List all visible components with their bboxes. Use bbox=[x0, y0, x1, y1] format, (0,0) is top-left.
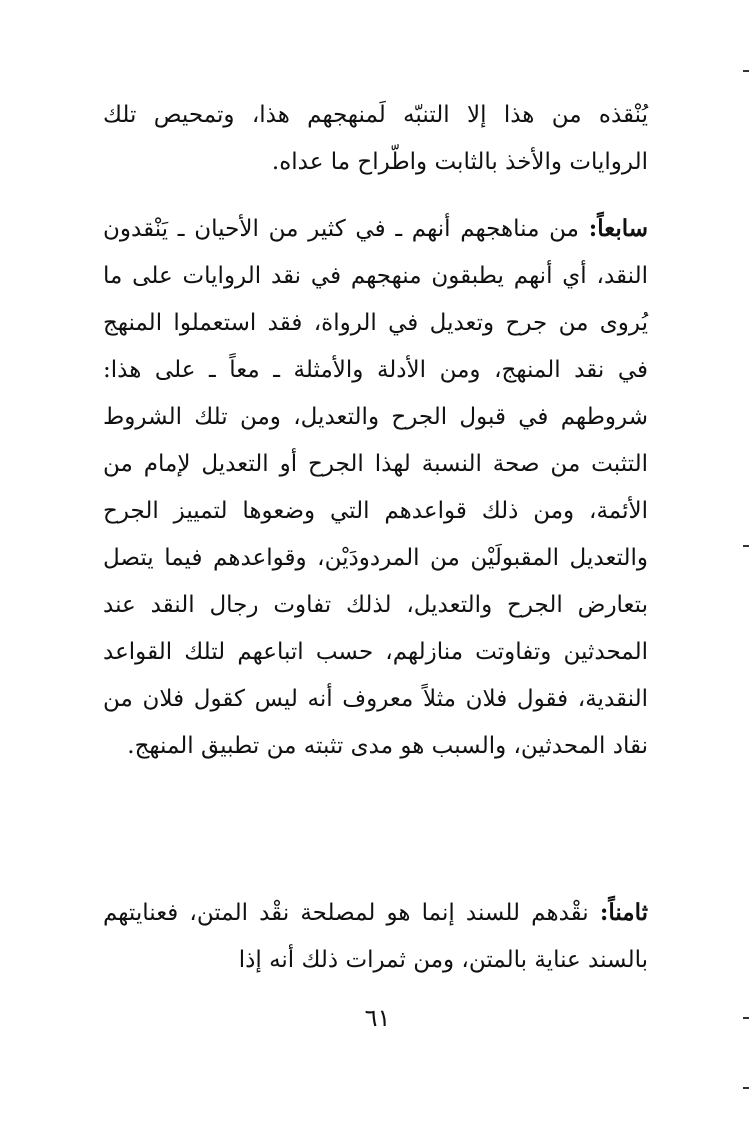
paragraph-text: يُنْقذه من هذا إلا التنبّه لَمنهجهم هذا، وتمحيص تلك الروايات والأخذ بالثابت واطّراح ما عداه. bbox=[103, 102, 648, 175]
paragraph-lead: سابعاً: bbox=[588, 215, 648, 242]
paragraph-seventh bbox=[103, 205, 648, 770]
scan-edge-mark bbox=[743, 1087, 749, 1089]
paragraph-text: نقْدهم للسند إنما هو لمصلحة نقْد المتن، فعنايتهم بالسند عناية بالمتن، ومن ثمرات ذلك أنه إذا bbox=[103, 900, 648, 973]
page-number: ٦١ bbox=[364, 1004, 391, 1032]
paragraph-text: من مناهجهم أنهم ـ في كثير من الأحيان ـ يَنْقدون النقد، أي أنهم يطبقون منهجهم في نقد الروايات على ما يُروى من جرح وتعديل في الرواة، فقد استعملوا المنهج في نقد المنهج، ومن الأدلة والأمثلة ـ معاً ـ على هذا: شروطهم في قبول الجرح والتعديل، ومن تلك الشروط التثبت من صحة النسبة لهذا الجرح أو التعديل لإمام من الأئمة، ومن ذلك قواعدهم التي وضعوها لتمييز الجرح والتعديل المقبولَيْن من المردودَيْن، وقواعدهم فيما يتصل بتعارض الجرح والتعديل، لذلك تفاوت رجال النقد عند المحدثين وتفاوتت منازلهم، حسب اتباعهم لتلك القواعد النقدية، فقول فلان مثلاً معروف أنه ليس كقول فلان من نقاد المحدثين، والسبب هو مدى تثبته من تطبيق المنهج. bbox=[103, 216, 648, 759]
scan-edge-mark bbox=[743, 1017, 749, 1019]
scan-edge-mark bbox=[743, 70, 749, 72]
paragraph-lead: ثامناً: bbox=[599, 899, 648, 926]
scan-edge-mark bbox=[743, 545, 749, 547]
paragraph-eighth bbox=[103, 889, 648, 984]
paragraph-continuation bbox=[103, 92, 648, 186]
